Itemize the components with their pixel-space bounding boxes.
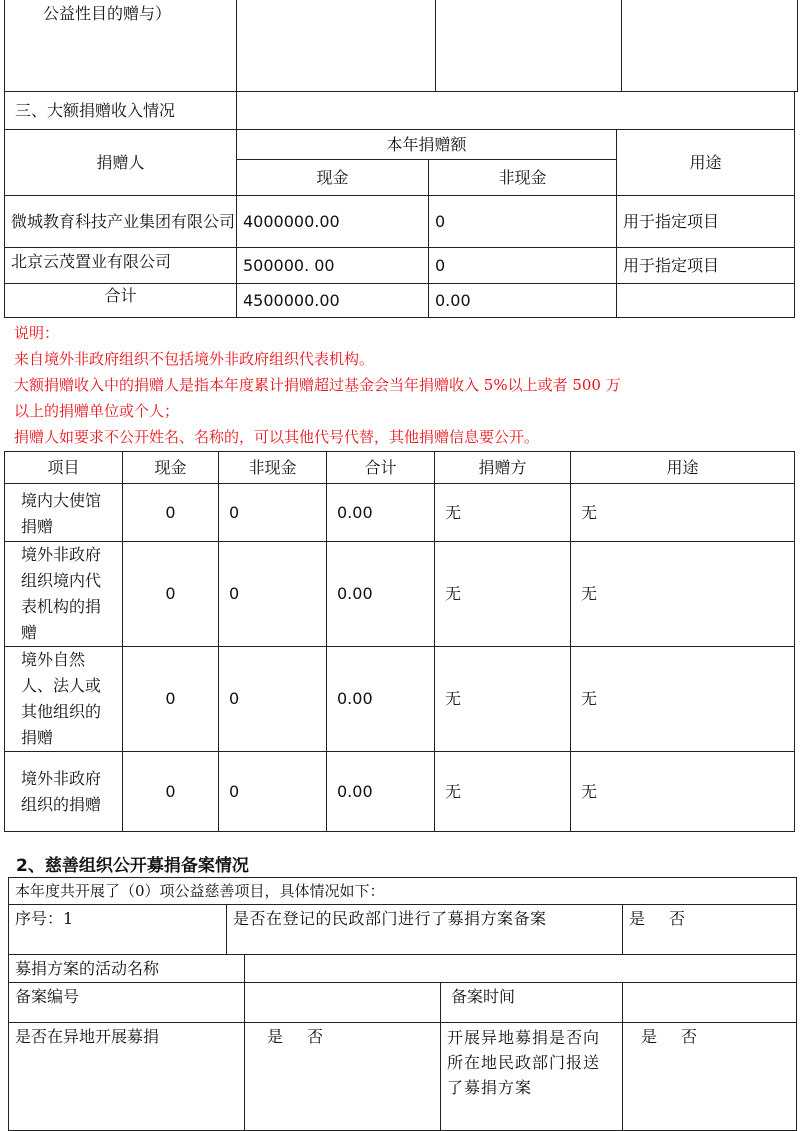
item-cell: 境外自然人、法人或其他组织的捐赠: [5, 647, 123, 752]
donor-cell: 无: [435, 542, 571, 647]
empty-cell: [237, 92, 795, 130]
fundraising-table: [8, 877, 797, 1131]
donor-cell: 北京云茂置业有限公司: [5, 248, 237, 284]
total-label: 合计: [5, 284, 237, 318]
purpose-cell: 用于指定项目: [617, 196, 795, 248]
table-row: [5, 484, 795, 542]
no-option[interactable]: 否: [681, 1027, 698, 1046]
total-cell: 0.00: [327, 752, 435, 832]
donor-cell: 无: [435, 484, 571, 542]
header-cash: 现金: [123, 452, 219, 484]
total-cell: 0.00: [327, 484, 435, 542]
total-noncash: 0.00: [429, 284, 617, 318]
remote-report-yes-no: [623, 1023, 797, 1131]
table-row: [5, 647, 795, 752]
noncash-cell: 0: [219, 752, 327, 832]
activity-name-label: 募捐方案的活动名称: [9, 955, 245, 983]
notes-line-3: 以上的捐赠单位或个人；: [14, 402, 180, 420]
header-donor: 捐赠方: [435, 452, 571, 484]
activity-name-value: [245, 955, 797, 983]
total-cell: 0.00: [327, 647, 435, 752]
sequence-label: 序号：1: [9, 905, 227, 955]
filing-time-label: 备案时间: [441, 983, 623, 1023]
filing-number-value: [245, 983, 441, 1023]
cash-header: 现金: [237, 160, 429, 196]
foreign-donation-table: [4, 451, 795, 832]
purpose-cell: 无: [571, 484, 795, 542]
notes-title: 说明：: [14, 324, 60, 342]
yes-option[interactable]: 是: [267, 1027, 284, 1046]
header-noncash: 非现金: [219, 452, 327, 484]
previous-row-label: 公益性目的赠与）: [5, 0, 237, 91]
cash-cell: 0: [123, 752, 219, 832]
empty-cell: [237, 0, 436, 91]
yes-option[interactable]: 是: [629, 909, 646, 928]
header-total: 合计: [327, 452, 435, 484]
cash-cell: 0: [123, 542, 219, 647]
previous-table-continuation: [4, 0, 798, 92]
noncash-header: 非现金: [429, 160, 617, 196]
purpose-cell: 无: [571, 752, 795, 832]
large-donation-table: [4, 91, 795, 318]
donor-cell: 无: [435, 647, 571, 752]
empty-cell: [436, 0, 622, 91]
cash-cell: 4000000.00: [237, 196, 429, 248]
noncash-cell: 0: [429, 196, 617, 248]
total-cell: 0.00: [327, 542, 435, 647]
remote-report-question: 开展异地募捐是否向所在地民政部门报送了募捐方案: [441, 1023, 623, 1131]
remote-yes-no: [245, 1023, 441, 1131]
header-purpose: 用途: [571, 452, 795, 484]
noncash-cell: 0: [429, 248, 617, 284]
fundraising-intro: 本年度共开展了（0）项公益慈善项目，具体情况如下：: [9, 878, 797, 905]
total-row: [5, 284, 795, 318]
section-title: 三、大额捐赠收入情况: [5, 92, 237, 130]
cash-cell: 500000. 00: [237, 248, 429, 284]
item-cell: 境外非政府组织境内代表机构的捐赠: [5, 542, 123, 647]
item-cell: 境外非政府组织的捐赠: [5, 752, 123, 832]
table-row: [5, 248, 795, 284]
table-row: [5, 196, 795, 248]
remote-label: 是否在异地开展募捐: [9, 1023, 245, 1131]
filing-number-label: 备案编号: [9, 983, 245, 1023]
notes-line-2: 大额捐赠收入中的捐赠人是指本年度累计捐赠超过基金会当年捐赠收入 5%以上或者 500 万: [14, 376, 621, 394]
filed-question: 是否在登记的民政部门进行了募捐方案备案: [227, 905, 623, 955]
table-row: [5, 752, 795, 832]
total-purpose: [617, 284, 795, 318]
purpose-header: 用途: [617, 130, 795, 196]
yes-option[interactable]: 是: [641, 1027, 658, 1046]
noncash-cell: 0: [219, 542, 327, 647]
purpose-cell: 无: [571, 647, 795, 752]
notes-line-1: 来自境外非政府组织不包括境外非政府组织代表机构。: [14, 350, 375, 368]
header-item: 项目: [5, 452, 123, 484]
notes-line-4: 捐赠人如要求不公开姓名、名称的，可以其他代号代替，其他捐赠信息要公开。: [14, 428, 540, 446]
filing-time-value: [623, 983, 797, 1023]
noncash-cell: 0: [219, 647, 327, 752]
fundraising-heading: 2、慈善组织公开募捐备案情况: [16, 856, 249, 876]
no-option[interactable]: 否: [307, 1027, 324, 1046]
filed-yes-no: [623, 905, 797, 955]
donor-cell: 无: [435, 752, 571, 832]
cash-cell: 0: [123, 484, 219, 542]
total-cash: 4500000.00: [237, 284, 429, 318]
amount-group-header: 本年捐赠额: [237, 130, 617, 160]
cash-cell: 0: [123, 647, 219, 752]
table-row: [5, 542, 795, 647]
empty-cell: [622, 0, 798, 91]
donor-header: 捐赠人: [5, 130, 237, 196]
purpose-cell: 无: [571, 542, 795, 647]
donor-cell: 微城教育科技产业集团有限公司: [5, 196, 237, 248]
noncash-cell: 0: [219, 484, 327, 542]
no-option[interactable]: 否: [669, 909, 686, 928]
purpose-cell: 用于指定项目: [617, 248, 795, 284]
item-cell: 境内大使馆捐赠: [5, 484, 123, 542]
